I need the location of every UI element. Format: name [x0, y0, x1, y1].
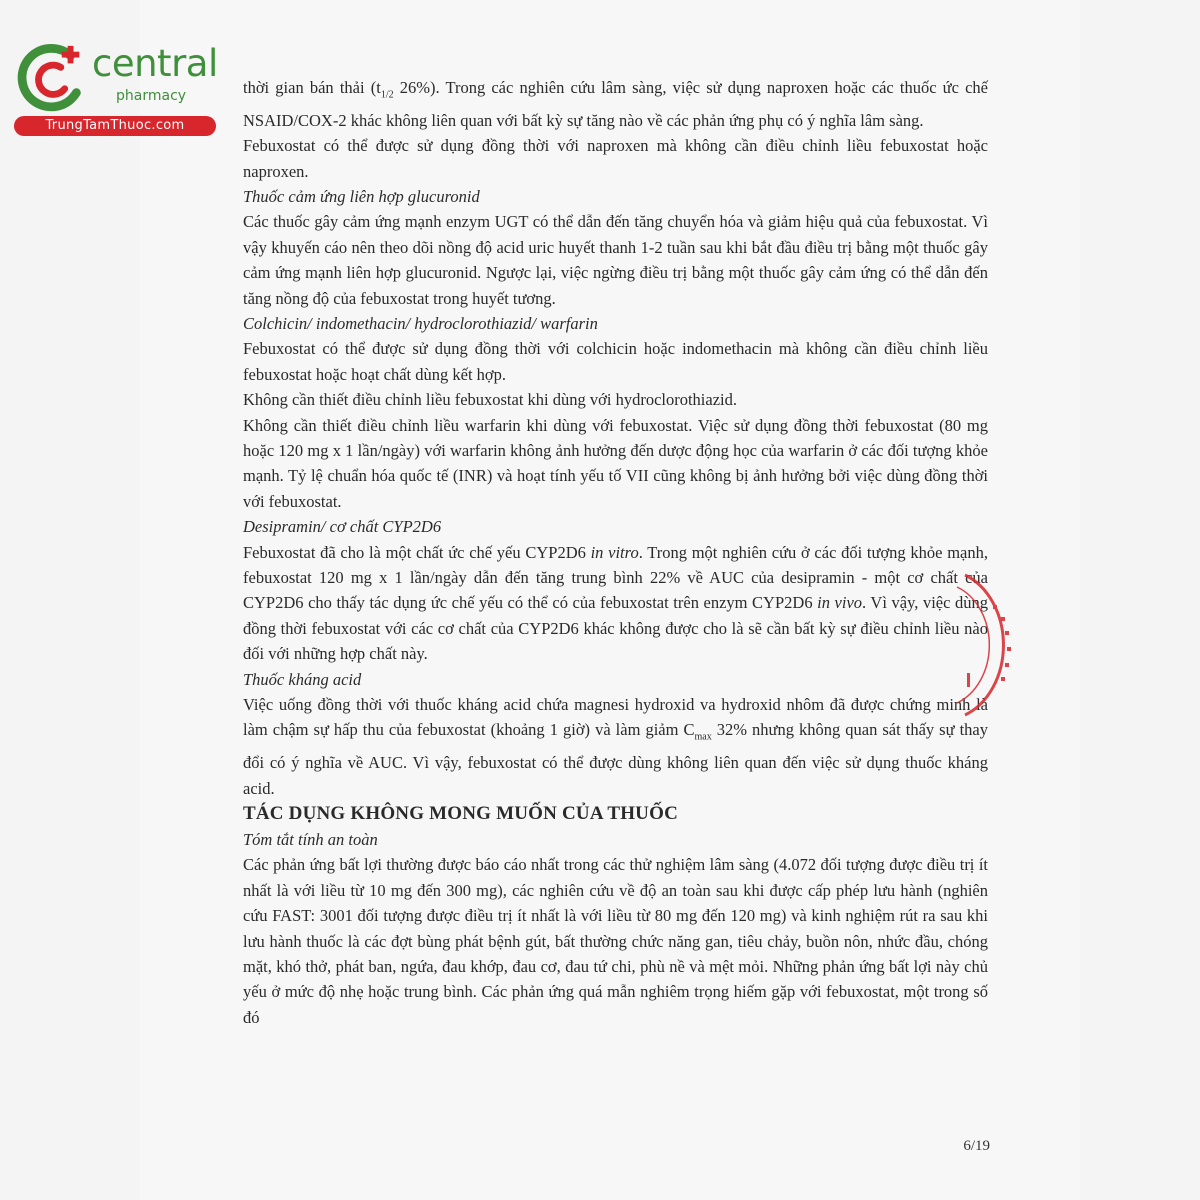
subscript: 1/2 [380, 89, 394, 101]
document-body [243, 75, 988, 1030]
paragraph: Febuxostat có thể được sử dụng đồng thời với colchicin hoặc indomethacin mà không cần điều chỉnh liều febuxostat hoặc hoạt chất dùng kết hợp. [243, 339, 988, 384]
central-pharmacy-logo [8, 40, 218, 140]
subscript: max [694, 731, 712, 743]
text-run: 32% nhưng không quan sát thấy sự thay đổi có ý nghĩa về AUC. Vì vậy, febuxostat có thể được dùng không liên quan đến việc sử dụng thuốc kháng acid. [243, 720, 988, 798]
paragraph: Febuxostat có thể được sử dụng đồng thời với naproxen mà không cần điều chỉnh liều febuxostat hoặc naproxen. [243, 136, 988, 181]
subheading: Thuốc cảm ứng liên hợp glucuronid [243, 186, 480, 206]
italic-term: in vivo [817, 593, 863, 613]
paragraph: Các thuốc gây cảm ứng mạnh enzym UGT có thể dẫn đến tăng chuyển hóa và giảm hiệu quả của febuxostat. Vì vậy khuyến cáo nên theo dõi nồng độ acid uric huyết thanh 1-2 tuần sau khi bắt đầu điều trị bằng một thuốc gây cảm ứng mạnh liên hợp glucuronid. Ngược lại, việc ngừng điều trị bằng một thuốc gây cảm ứng có thể dẫn đến tăng nồng độ của febuxostat trong huyết tương. [243, 212, 988, 308]
paragraph: Không cần thiết điều chỉnh liều warfarin khi dùng với febuxostat. Việc sử dụng đồng thời febuxostat (80 mg hoặc 120 mg x 1 lần/ngày) với warfarin không ảnh hưởng đến dược động học của warfarin ở các đối tượng khỏe mạnh. Tỷ lệ chuẩn hóa quốc tế (INR) và hoạt tính yếu tố VII cũng không bị ảnh hưởng bởi việc dùng đồng thời với febuxostat. [243, 415, 988, 511]
subheading: Desipramin/ cơ chất CYP2D6 [243, 517, 442, 537]
brand-subtitle: pharmacy [116, 88, 187, 104]
text-run: Febuxostat đã cho là một chất ức chế yếu CYP2D6 [243, 542, 591, 562]
paragraph [243, 692, 988, 801]
text-run: . Vì vậy, việc dùng đồng thời febuxostat với các cơ chất của CYP2D6 khác không được cho là sẽ cần bất kỳ sự điều chỉnh liều nào đối với những hợp chất này. [243, 593, 988, 664]
paragraph: Các phản ứng bất lợi thường được báo cáo nhất trong các thử nghiệm lâm sàng (4.072 đối tượng được điều trị ít nhất là với liều từ 10 mg đến 300 mg), các nghiên cứu về độ an toàn sau khi được cấp phép lưu hành (nghiên cứu FAST: 3001 đối tượng được điều trị ít nhất là với liều từ 80 mg đến 120 mg) và kinh nghiệm rút ra sau khi lưu hành thuốc là các đợt bùng phát bệnh gút, bất thường chức năng gan, tiêu chảy, buồn nôn, nhức đầu, chóng mặt, khó thở, phát ban, ngứa, đau khớp, đau cơ, đau tứ chi, phù nề và mệt mỏi. Những phản ứng bất lợi này chủ yếu ở mức độ nhẹ hoặc trung bình. Các phản ứng quá mẫn nghiêm trọng hiếm gặp với febuxostat, một trong số đó [243, 855, 988, 1027]
pharmacy-cross-icon [14, 40, 92, 118]
subheading: Tóm tắt tính an toàn [243, 829, 378, 849]
red-seal-stamp [945, 565, 1045, 725]
italic-term: in vitro [590, 542, 639, 562]
brand-name: central [92, 42, 218, 85]
text-run: . Trong một nghiên cứu ở các đối tượng khỏe mạnh, febuxostat 120 mg x 1 lần/ngày dẫn đến tăng trung bình 22% về AUC của desipramin - một cơ chất của CYP2D6 cho thấy tác dụng ức chế yếu có thể có của febuxostat trên enzym CYP2D6 [243, 542, 988, 613]
subheading: Thuốc kháng acid [243, 669, 362, 689]
subheading: Colchicin/ indomethacin/ hydroclorothiazid/ warfarin [243, 313, 598, 333]
paragraph [243, 75, 988, 133]
text-run: Việc uống đồng thời với thuốc kháng acid chứa magnesi hydroxid va hydroxid nhôm đã được chứng minh là làm chậm sự hấp thu của febuxostat (khoảng 1 giờ) và làm giảm C [243, 695, 988, 740]
paragraph: Không cần thiết điều chỉnh liều febuxostat khi dùng với hydroclorothiazid. [243, 390, 737, 410]
paragraph [243, 540, 988, 667]
text-run: 26%). Trong các nghiên cứu lâm sàng, việc sử dụng naproxen hoặc các thuốc ức chế NSAID/COX-2 khác không liên quan với bất kỳ sự tăng nào về các phản ứng phụ có ý nghĩa lâm sàng. [243, 78, 988, 130]
brand-website-banner: TrungTamThuoc.com [14, 116, 216, 136]
section-title: TÁC DỤNG KHÔNG MONG MUỐN CỦA THUỐC [243, 802, 679, 824]
page-number: 6/19 [963, 1138, 990, 1154]
text-run: thời gian bán thải (t [243, 78, 381, 97]
